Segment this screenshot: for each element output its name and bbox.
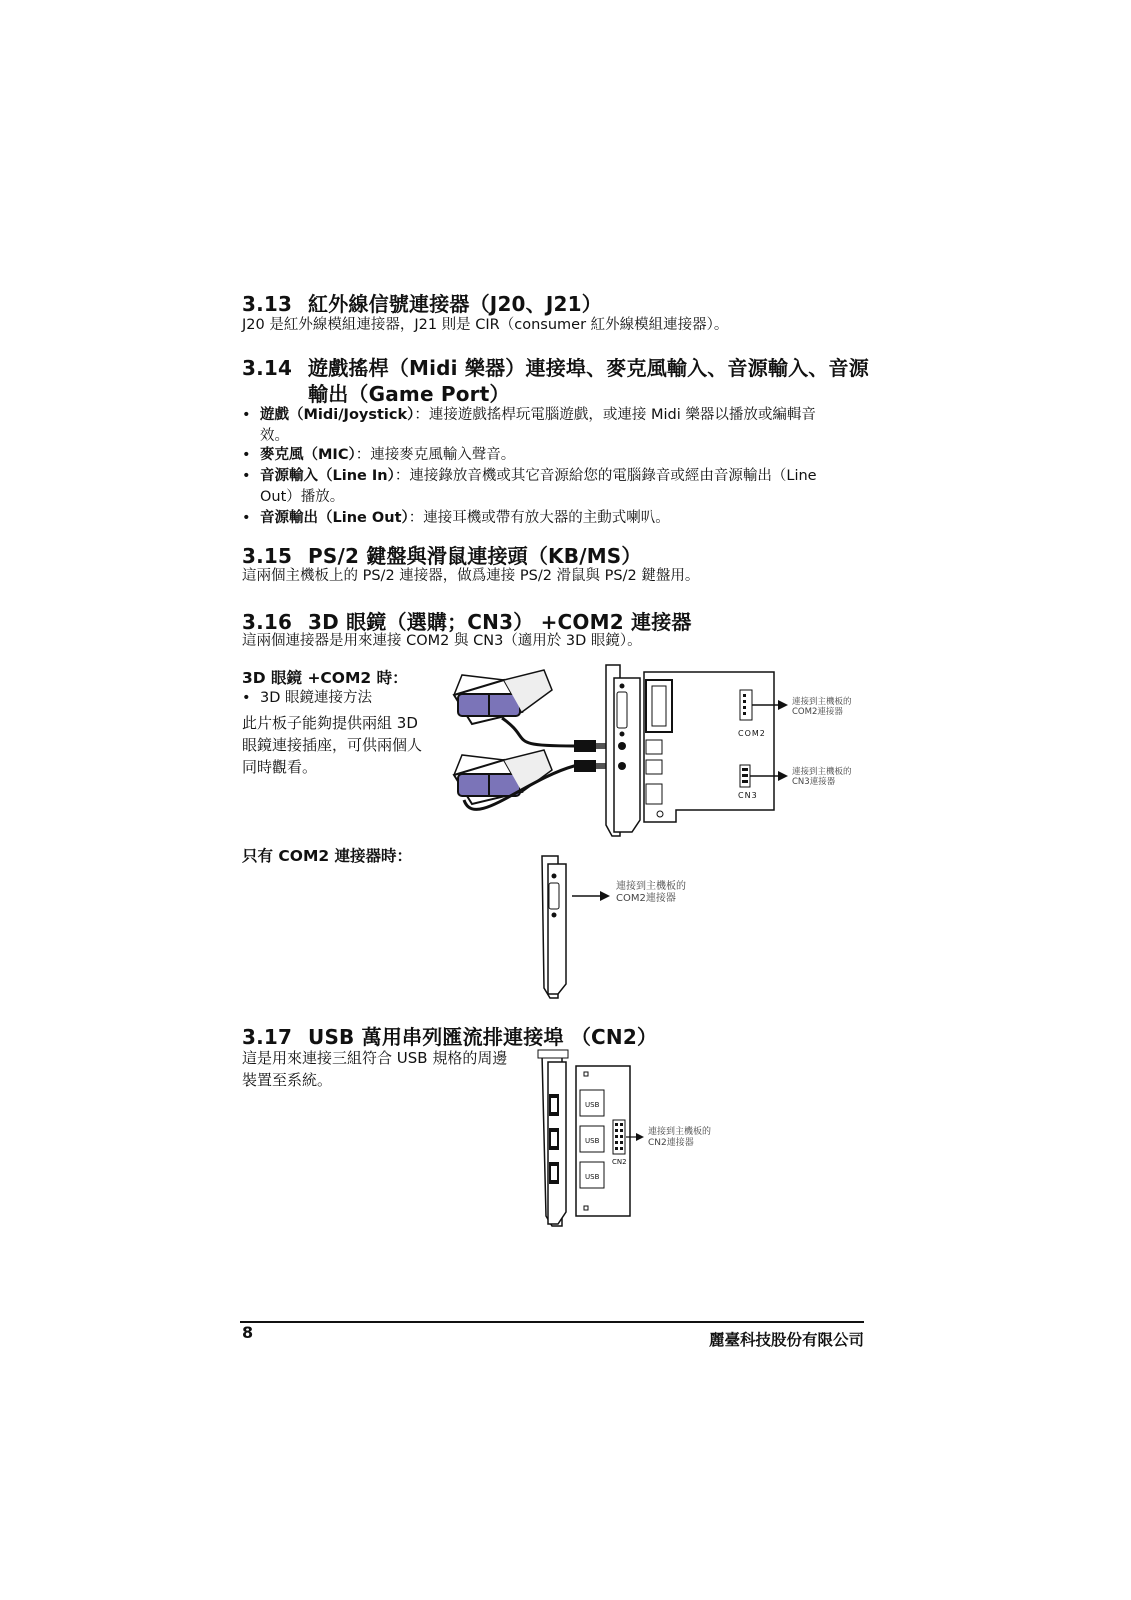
subheading-3d-com2: 3D 眼鏡 +COM2 時： (242, 669, 408, 687)
db9-connector (549, 883, 559, 909)
section-title: 3D 眼鏡（選購；CN3） +COM2 連接器 (308, 610, 692, 634)
section-title-line1: 遊戲搖桿（Midi 樂器）連接埠、麥克風輸入、音源輸入、音源 (308, 356, 869, 380)
bullet-term: 遊戲（Midi/Joystick） (260, 407, 415, 423)
bullet-text: 3D 眼鏡連接方法 (260, 690, 372, 706)
glasses-top-icon (454, 670, 552, 724)
section-3-17-heading (242, 1021, 657, 1050)
section-number: 3.14 (242, 356, 293, 380)
bullet-text-cont: 效。 (260, 428, 289, 444)
section-title: PS/2 鍵盤與滑鼠連接頭（KB/MS） (308, 544, 642, 568)
arrow-icon (636, 1133, 644, 1141)
figure-com2-only (540, 852, 740, 1002)
cn3-label: CN3 (738, 791, 758, 800)
section-3-17-body-l2: 裝置至系統。 (242, 1071, 333, 1089)
section-3-16-body: 這兩個連接器是用來連接 COM2 與 CN3（適用於 3D 眼鏡）。 (242, 633, 642, 649)
company-name: 麗臺科技股份有限公司 (708, 1331, 864, 1349)
desc-line-1: 此片板子能夠提供兩組 3D (242, 714, 418, 732)
cn2-note-l2: CN2連接器 (648, 1138, 694, 1148)
section-number: 3.15 (242, 544, 293, 568)
bullet-text: ：連接遊戲搖桿玩電腦遊戲，或連接 Midi 樂器以播放或編輯音 (414, 407, 816, 423)
com2-only-note-l1: 連接到主機板的 (616, 881, 686, 892)
subheading-com2-only: 只有 COM2 連接器時： (242, 847, 413, 865)
bullet-game-port: • 遊戲（Midi/Joystick）：連接遊戲搖桿玩電腦遊戲，或連接 Midi 樂器以播放或編輯音 效。 (242, 407, 816, 444)
figure-3d-glasses-com2 (444, 660, 864, 840)
cn2-label: CN2 (612, 1158, 627, 1166)
section-3-14-heading (242, 352, 869, 381)
bullet-text: ：連接麥克風輸入聲音。 (355, 447, 516, 463)
bullet-term: 音源輸出（Line Out） (260, 510, 409, 526)
section-number: 3.13 (242, 292, 293, 316)
section-3-13-body: J20 是紅外線模組連接器，J21 則是 CIR（consumer 紅外線模組連接器）。 (242, 317, 729, 333)
section-3-14-heading-cont: 輸出（Game Port） (308, 382, 510, 406)
figure-usb-card (536, 1048, 756, 1230)
bullet-line-in: • 音源輸入（Line In）：連接錄放音機或其它音源給您的電腦錄音或經由音源輸出（Line Out）播放。 (242, 468, 817, 505)
bullet-line-out: • 音源輸出（Line Out）：連接耳機或帶有放大器的主動式喇叭。 (242, 510, 670, 526)
glasses-bottom-icon (454, 750, 552, 804)
arrow-icon (778, 700, 788, 710)
bullet-3d-method: • 3D 眼鏡連接方法 (242, 688, 462, 709)
section-3-17-body-l1: 這是用來連接三組符合 USB 規格的周邊 (242, 1049, 508, 1067)
usb-label: USB (585, 1173, 600, 1181)
usb-label: USB (585, 1137, 600, 1145)
plug-top-icon (574, 740, 596, 752)
desc-line-3: 同時觀看。 (242, 758, 318, 776)
section-title: 紅外線信號連接器（J20、J21） (308, 292, 602, 316)
bullet-term: 音源輸入（Line In） (260, 468, 395, 484)
com2-label: COM2 (738, 729, 766, 738)
section-3-15-body: 這兩個主機板上的 PS/2 連接器，做爲連接 PS/2 滑鼠與 PS/2 鍵盤用。 (242, 568, 700, 584)
com2-note-l1: 連接到主機板的 (792, 697, 852, 707)
cn3-note-l1: 連接到主機板的 (792, 767, 852, 777)
desc-line-2: 眼鏡連接插座，可供兩個人 (242, 736, 423, 754)
section-number: 3.16 (242, 610, 293, 634)
cable-top (502, 718, 584, 746)
com2-only-note-l2: COM2連接器 (616, 893, 676, 904)
bullet-mic: • 麥克風（MIC）：連接麥克風輸入聲音。 (242, 447, 516, 463)
section-title: USB 萬用串列匯流排連接埠 （CN2） (308, 1025, 658, 1049)
section-3-15-heading (242, 540, 642, 569)
com2-note-l2: COM2連接器 (792, 707, 843, 717)
footer-rule (240, 1321, 864, 1323)
bullet-text-cont: Out）播放。 (260, 489, 345, 505)
cn2-note-l1: 連接到主機板的 (648, 1127, 712, 1137)
cn3-note-l2: CN3連接器 (792, 777, 836, 787)
cn2-header (613, 1120, 625, 1154)
section-number: 3.17 (242, 1025, 293, 1049)
arrow-icon (778, 771, 788, 781)
arrow-icon (600, 891, 610, 901)
usb-label: USB (585, 1101, 600, 1109)
plug-bottom-icon (574, 760, 596, 772)
bullet-term: 麥克風（MIC） (260, 447, 356, 463)
bullet-text: ：連接錄放音機或其它音源給您的電腦錄音或經由音源輸出（Line (394, 468, 817, 484)
bullet-text: ：連接耳機或帶有放大器的主動式喇叭。 (408, 510, 670, 526)
page-number: 8 (242, 1323, 254, 1342)
section-3-13-heading (242, 288, 602, 317)
